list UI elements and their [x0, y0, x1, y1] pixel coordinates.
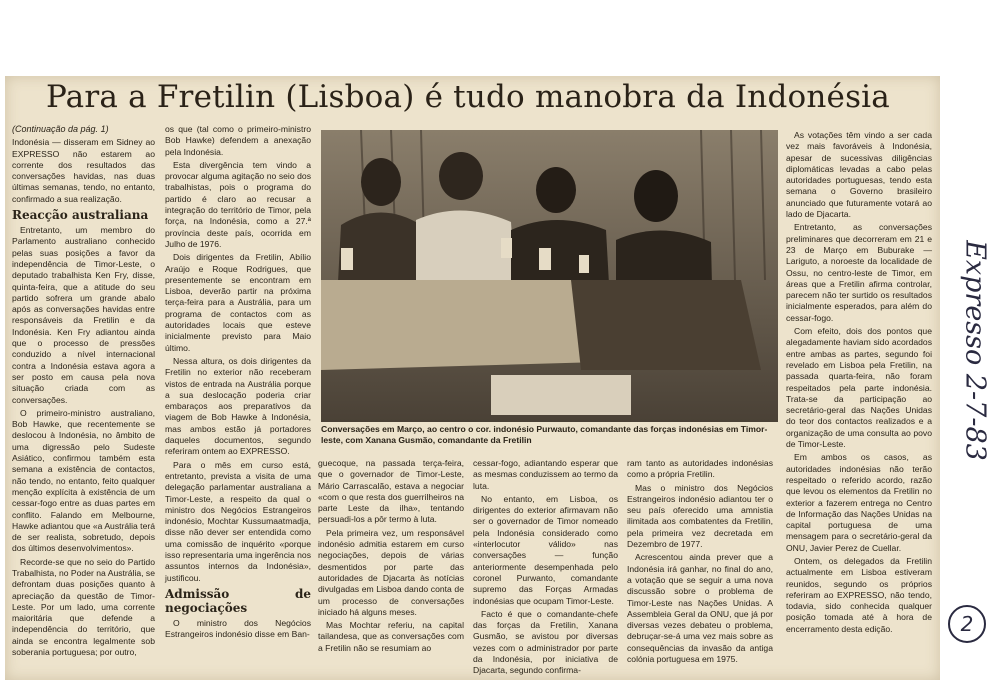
paragraph: O ministro dos Negócios Estrangeiros indonésio disse em Ban- [165, 617, 311, 640]
continuation-note: (Continuação da pág. 1) [12, 124, 109, 134]
paragraph: No entanto, em Lisboa, os dirigentes do exterior afirmavam não ser o governador de Timor nomeado pela Indonésia considerado como «interlocutor válido» nas conversações — função anteriormente desempenhada pelo coronel Purwanto, comandante supremo das Forças Armadas indonésias que ocupam Timor-Leste. [473, 493, 618, 606]
paragraph: Mas o ministro dos Negócios Estrangeiros indonésio adiantou ter o seu país oferecido uma amnistia ilimitada aos combatentes da Fretilin, pela primeira vez decretada em Dezembro de 1977. [627, 482, 773, 550]
handwritten-source-note [960, 230, 990, 460]
paragraph: guecoque, na passada terça-feira, que o governador de Timor-Leste, Mário Carrascalão, estava a negociar «com o que resta dos guerrilheiros na parte Leste da ilha», tentando persuadi-los a pôr termo à luta. [318, 458, 464, 525]
subheading-admissao: Admissão de negociações [165, 586, 311, 615]
paragraph: Acrescentou ainda prever que a Indonésia irá ganhar, no final do ano, a votação que se seguir a uma nova discussão sobre o problema de Timor-Leste nas Nações Unidas. A Assembleia Geral da ONU, que já por diversas vezes debateu o problema, debruçar-se-á uma vez mais sobre as consequências da invasão da antiga colónia portuguesa em 1975. [627, 552, 773, 665]
column-4 [473, 458, 618, 679]
column-6 [786, 130, 932, 637]
paragraph: Para o mês em curso está, entretanto, prevista a visita de uma delegação parlamentar australiana a Timor-Leste, a respeito da qual o ministro dos Negócios Estrangeiros indonésio, Mochtar Kussumaatmadja, disse não dever ser entendida como uma comissão de inquérito «porque isso representaria uma ingerência nos assuntos internos da Indonésia», justificou. [165, 459, 311, 583]
paragraph: cessar-fogo, adiantando esperar que as mesmas conduzissem ao termo da luta. [473, 458, 618, 491]
photo-image [321, 130, 778, 422]
paragraph: Facto é que o comandante-chefe das forças da Fretilin, Xanana Gusmão, se avistou por diversas vezes com o administrador por parte da Indonésia, por iniciativa de Djacarta, segundo confirma- [473, 608, 618, 676]
paragraph: Ontem, os delegados da Fretilin actualmente em Lisboa estiveram reunidos, segundo os próprios referiram ao EXPRESSO, não tendo, todavia, sido conhecida qualquer posição tomada até à hora de encerramento desta edição. [786, 555, 932, 634]
paragraph: os que (tal como o primeiro-ministro Bob Hawke) defendem a anexação pela Indonésia. [165, 124, 311, 157]
article-headline: Para a Fretilin (Lisboa) é tudo manobra da Indonésia [46, 79, 890, 115]
column-3 [318, 458, 464, 656]
column-1 [12, 124, 155, 660]
paragraph: Com efeito, dois dos pontos que alegadamente haviam sido acordados entre ambas as partes, segundo foi revelado em Lisboa pela Fretilin, na passada quarta-feira, não foram respeitados pela parte indonésia. Trata-se da participação ao secretário-geral das Nações Unidas do teor dos contactos realizados e a organização de uma consulta ao povo de Timor-Leste. [786, 326, 932, 450]
paragraph: Nessa altura, os dois dirigentes da Fretilin no exterior não receberam vistos de entrada na Austrália porque a sua deslocação poderia criar embaraços aos preparativos da viagem de Bob Hawke à Indonésia, mas ambos estão já portadores daqueles documentos, segundo referiram ontem ao EXPRESSO. [165, 355, 311, 457]
column-2 [165, 124, 311, 642]
handwritten-note-text: Expresso 2-7-83 [959, 240, 991, 461]
paragraph: Mas Mochtar referiu, na capital tailandesa, que as conversações com a Fretilin não se resumiam ao [318, 620, 464, 653]
subheading-reaccao: Reacção australiana [12, 208, 149, 223]
paragraph: O primeiro-ministro australiano, Bob Hawke, que recentemente se deslocou à Indonésia, no âmbito de uma digressão pelo Sudeste Asiático, confirmou também esta semana a existência de contactos, não tendo, no entanto, feito qualquer menção explícita à existência de um cessar-fogo entre as duas partes em conflito. Falando em Melbourne, Hawke adiantou que «a Austrália terá de ser realista, sobretudo, depois dos últimos desenvolvimentos». [12, 407, 155, 554]
paragraph: Indonésia — disseram em Sidney ao EXPRESSO não estarem ao corrente dos resultados das conversações havidas, nas duas últimas semanas, tendo, no entanto, confirmado a sua realização. [12, 137, 155, 204]
paragraph: Recorde-se que no seio do Partido Trabalhista, no Poder na Austrália, se defrontam duas posições quanto à apreciação da questão de Timor-Leste. Por um lado, uma corrente maioritária que defende a independência do território, que ainda se encontra legalmente sob soberania portuguesa; por outro, [12, 556, 155, 658]
news-photo [321, 130, 778, 422]
paragraph: ram tanto as autoridades indonésias como a própria Fretilin. [627, 458, 773, 480]
paragraph: Esta divergência tem vindo a provocar alguma agitação no seio dos trabalhistas, pois o programa do partido é claro ao recusar a integração do território de Timor, pela força, na Indonésia, como a 27.ª província deste país, ocorrida em Julho de 1976. [165, 159, 311, 249]
circled-page-number: 2 [948, 605, 986, 643]
paragraph: As votações têm vindo a ser cada vez mais favoráveis à Indonésia, apesar de sucessivas diligências diplomáticas levadas a cabo pelas autoridades portuguesas, tendo esta semana o Governo brasileiro anunciado que futuramente votará ao lado de Djacarta. [786, 130, 932, 220]
paragraph: Entretanto, um membro do Parlamento australiano conhecido pelas suas posições a favor da independência de Timor-Leste, o deputado trabalhista Ken Fry, disse, quinta-feira, que a atitude do seu partido sofrera um grande abalo após as conversações havidas entre responsáveis da Fretilin e da Indonésia. Ken Fry adiantou ainda que o processo de pressões conduzido a nível internacional contra a Indonésia estava agora a ser posto em causa pela nova situação criada com as conversações. [12, 225, 155, 405]
photo-caption: Conversações em Março, ao centro o cor. indonésio Purwauto, comandante das forças indonésias em Timor-leste, com Xanana Gusmão, comandante da Fretilin [321, 424, 768, 445]
paragraph: Dois dirigentes da Fretilin, Abílio Araújo e Roque Rodrigues, que presentemente se encontram em Lisboa, deverão partir na próxima terça-feira para a Austrália, para um programa de contactos com as autoridades locais que esteve inicialmente previsto para Maio último. [165, 252, 311, 353]
paragraph: Pela primeira vez, um responsável indonésio admitia estarem em curso negociações, depois de várias desmentidos por parte das autoridades de Djacarta às notícias divulgadas em Lisboa dando conta de um processo de conversações iniciado há alguns meses. [318, 527, 464, 617]
paragraph: Em ambos os casos, as autoridades indonésias não terão respeitado o referido acordo, razão que levou os elementos da Fretilin no exterior a fazerem entrega no Centro de Informação das Nações Unidas na capital portuguesa de uma mensagem para o secretário-geral da ONU, Javier Perez de Cuellar. [786, 452, 932, 553]
column-5 [627, 458, 773, 667]
paragraph: Entretanto, as conversações preliminares que decorreram em 21 e 23 de Março em Buburake — Lariguto, a noroeste da localidade de Ossu, no centro-leste de Timor, em áreas que a Fretilin afirma controlar, parecem não ter surtido os resultados inicialmente esperados, para além do cessar-fogo. [786, 222, 932, 323]
